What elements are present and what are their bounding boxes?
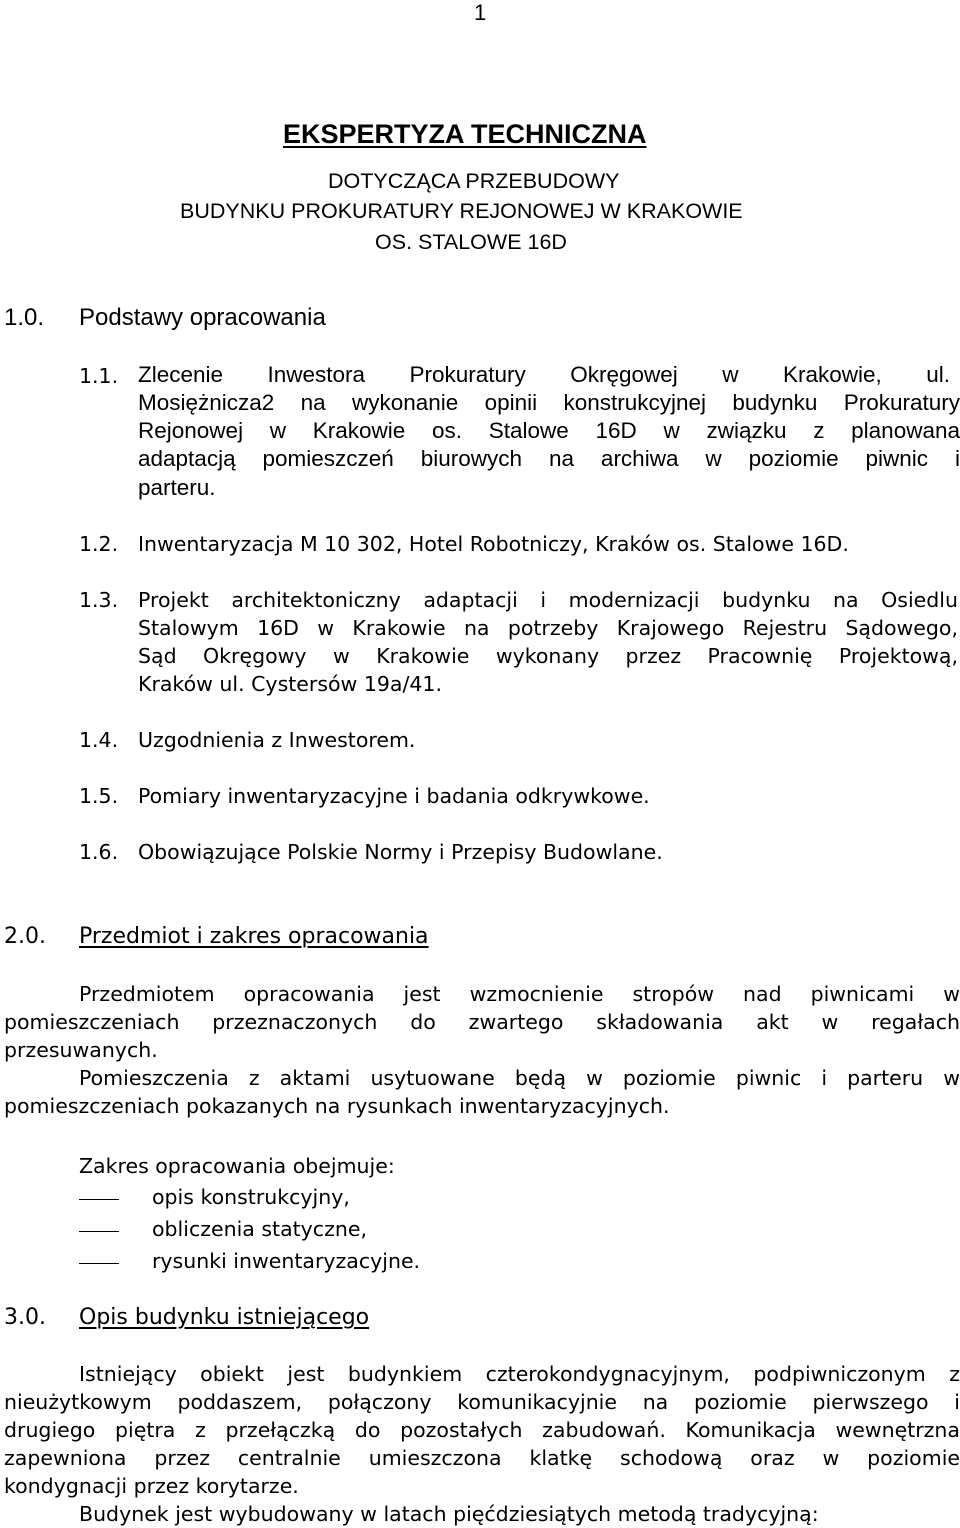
- subtitle-line-1: DOTYCZĄCA PRZEBUDOWY: [328, 169, 620, 193]
- scope-item-2: obliczenia statyczne,: [152, 1217, 367, 1241]
- item-1-3-line-2: Stalowym 16D w Krakowie na potrzeby Krajowego Rejestru Sądowego,: [138, 616, 958, 640]
- item-1-1-line-2: Mosiężnicza2 na wykonanie opinii konstrukcyjnej budynku Prokuratury: [138, 390, 960, 415]
- subtitle-line-3: OS. STALOWE 16D: [375, 230, 567, 254]
- section-2-para-1-line-1: Przedmiotem opracowania jest wzmocnienie stropów nad piwnicami w: [79, 982, 960, 1006]
- section-2-number: 2.0.: [4, 924, 46, 949]
- section-3-para-1-line-2: nieużytkowym poddaszem, połączony komunikacyjnie na poziomie pierwszego i: [4, 1390, 960, 1414]
- item-1-1-line-4: adaptacją pomieszczeń biurowych na archiwa w poziomie piwnic i: [138, 446, 960, 471]
- document-title: EKSPERTYZA TECHNICZNA: [283, 119, 647, 149]
- section-3-para-2-line-1: Budynek jest wybudowany w latach pięćdziesiątych metodą tradycyjną:: [79, 1502, 819, 1526]
- section-3-para-1-line-5: kondygnacji przez korytarze.: [4, 1474, 299, 1498]
- item-1-1-line-3: Rejonowej w Krakowie os. Stalowe 16D w związku z planowana: [138, 418, 960, 443]
- section-3-para-1-line-4: zapewniona przez centralnie umieszczona klatkę schodową oraz w poziomie: [4, 1446, 960, 1470]
- page-number: 1: [474, 0, 487, 25]
- section-2-para-1-line-3: przesuwanych.: [4, 1038, 158, 1062]
- item-1-3-line-4: Kraków ul. Cystersów 19a/41.: [138, 672, 442, 696]
- item-1-6-line-1: Obowiązujące Polskie Normy i Przepisy Budowlane.: [138, 840, 663, 864]
- item-1-1-line-1: Zlecenie Inwestora Prokuratury Okręgowej w Krakowie, ul.: [138, 362, 950, 387]
- subtitle-line-2: BUDYNKU PROKURATURY REJONOWEJ W KRAKOWIE: [180, 199, 743, 223]
- section-2-para-2-line-1: Pomieszczenia z aktami usytuowane będą w poziomie piwnic i parteru w: [79, 1066, 960, 1090]
- list-dash-icon: [79, 1263, 119, 1264]
- item-1-2-number: 1.2.: [79, 532, 119, 556]
- section-2-para-1-line-2: pomieszczeniach przeznaczonych do zwartego składowania akt w regałach: [4, 1010, 960, 1034]
- item-1-3-number: 1.3.: [79, 588, 119, 612]
- item-1-4-number: 1.4.: [79, 728, 119, 752]
- scope-item-1: opis konstrukcyjny,: [152, 1185, 350, 1209]
- scope-item-3: rysunki inwentaryzacyjne.: [152, 1249, 421, 1273]
- item-1-5-line-1: Pomiary inwentaryzacyjne i badania odkrywkowe.: [138, 784, 650, 808]
- item-1-2-line-1: Inwentaryzacja M 10 302, Hotel Robotniczy, Kraków os. Stalowe 16D.: [138, 532, 849, 556]
- list-dash-icon: [79, 1199, 119, 1200]
- section-3-number: 3.0.: [4, 1305, 46, 1330]
- item-1-5-number: 1.5.: [79, 784, 119, 808]
- item-1-1-number: 1.1.: [79, 364, 119, 388]
- section-3-para-1-line-1: Istniejący obiekt jest budynkiem czterokondygnacyjnym, podpiwniczonym z: [79, 1362, 960, 1386]
- item-1-3-line-3: Sąd Okręgowy w Krakowie wykonany przez Pracownię Projektową,: [138, 644, 958, 668]
- item-1-4-line-1: Uzgodnienia z Inwestorem.: [138, 728, 416, 752]
- item-1-3-line-1: Projekt architektoniczny adaptacji i modernizacji budynku na Osiedlu: [138, 588, 958, 612]
- section-3-heading: Opis budynku istniejącego: [79, 1305, 370, 1330]
- item-1-6-number: 1.6.: [79, 840, 119, 864]
- item-1-1-line-5: parteru.: [138, 475, 216, 500]
- section-2-para-2-line-2: pomieszczeniach pokazanych na rysunkach inwentaryzacyjnych.: [4, 1094, 670, 1118]
- section-2-heading: Przedmiot i zakres opracowania: [79, 924, 429, 949]
- list-dash-icon: [79, 1231, 119, 1232]
- section-3-para-1-line-3: drugiego piętra z przełączką do pozostałych zabudowań. Komunikacja wewnętrzna: [4, 1418, 960, 1442]
- section-1-number: 1.0.: [4, 304, 45, 331]
- scope-intro: Zakres opracowania obejmuje:: [79, 1154, 395, 1178]
- section-1-heading: Podstawy opracowania: [79, 304, 326, 331]
